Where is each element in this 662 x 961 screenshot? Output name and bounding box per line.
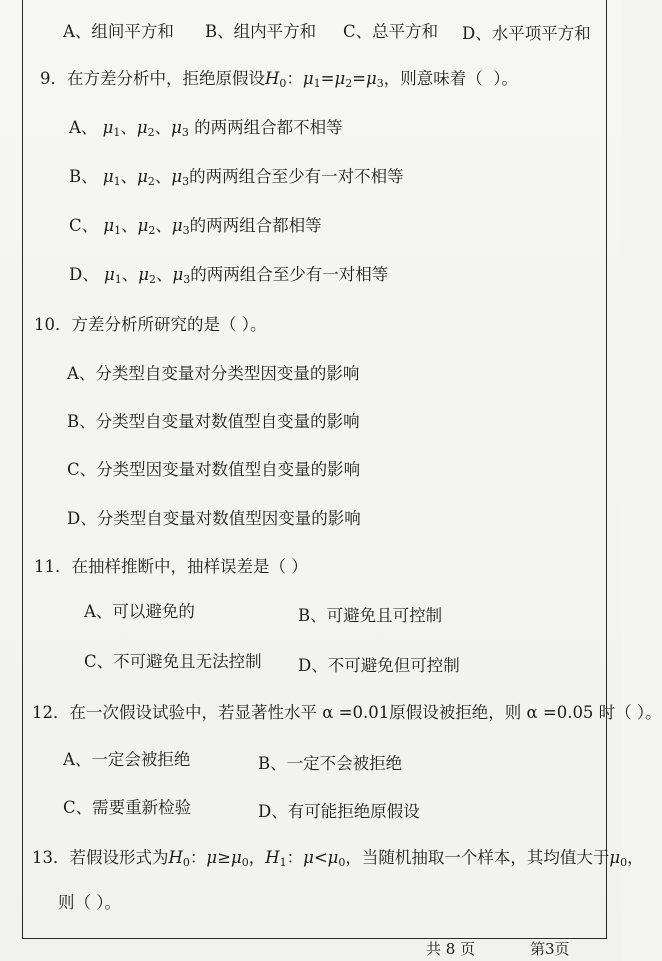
q13-stem-text: 13．若假设形式为 — [32, 848, 169, 867]
mu-symbol: μ — [303, 848, 314, 867]
separator: 、 — [120, 167, 138, 186]
mu-symbol: μ — [171, 118, 182, 137]
mu-symbol: μ — [172, 265, 184, 284]
mu-symbol: μ — [103, 265, 115, 284]
separator: 、 — [121, 265, 139, 284]
separator: 、 — [155, 216, 172, 235]
subscript: 0 — [182, 856, 190, 869]
q10-option-d: D、分类型自变量对数值型因变量的影响 — [67, 509, 361, 528]
mu-symbol: μ — [102, 118, 114, 137]
q11-stem: 11．在抽样推断中，抽样误差是（ ） — [34, 557, 308, 576]
mu-symbol: μ — [230, 848, 242, 867]
q13-stem-text: ，当随机抽取一个样本，其均值大于 — [345, 848, 610, 867]
option-text: 的两两组合都相等 — [189, 216, 322, 235]
q12-option-c: C、需要重新检验 — [63, 798, 192, 817]
mu-symbol: μ — [103, 216, 115, 235]
subscript: 3 — [182, 175, 190, 188]
subscript: 2 — [148, 273, 156, 286]
subscript: 3 — [181, 126, 189, 139]
subscript: 2 — [147, 175, 155, 188]
equals: = — [352, 69, 367, 88]
mu-symbol: μ — [138, 265, 149, 284]
q9-stem — [40, 69, 518, 94]
q12-stem-text: =0.05 时（ ）。 — [537, 703, 662, 722]
q12-stem-text: =0.01原假设被拒绝，则 — [333, 703, 527, 722]
subscript: 0 — [620, 856, 628, 869]
subscript: 2 — [147, 126, 155, 139]
option-label: B、 — [69, 167, 98, 186]
h-symbol: H — [265, 69, 280, 88]
q10-stem: 10．方差分析所研究的是（ ）。 — [34, 315, 267, 334]
lt-symbol: < — [313, 848, 328, 867]
q13-stem — [32, 848, 644, 873]
mu-symbol: μ — [171, 216, 183, 235]
subscript: 3 — [182, 224, 190, 237]
subscript: 1 — [113, 126, 121, 139]
colon: ： — [286, 848, 304, 867]
q9-stem-suffix: ，则意味着（ ）。 — [383, 69, 518, 88]
q8-option-b: B、组内平方和 — [205, 22, 317, 41]
page-number: 第3页 — [530, 940, 570, 958]
separator: 、 — [154, 118, 172, 137]
subscript: 1 — [279, 856, 287, 869]
q13-stem-line2: 则（ ）。 — [58, 893, 121, 912]
h-symbol: H — [265, 848, 280, 867]
separator: 、 — [155, 265, 173, 284]
q8-option-c: C、总平方和 — [343, 22, 439, 41]
subscript: 2 — [345, 77, 353, 90]
q8-option-d: D、水平项平方和 — [462, 24, 591, 43]
q10-option-b: B、分类型自变量对数值型自变量的影响 — [67, 412, 360, 431]
option-text: 的两两组合至少有一对不相等 — [189, 167, 404, 186]
subscript: 1 — [313, 77, 321, 90]
q9-stem-text: 9．在方差分析中，拒绝原假设 — [40, 69, 265, 88]
q11-option-a: A、可以避免的 — [84, 602, 195, 621]
alpha-symbol: α — [526, 703, 538, 722]
q12-stem-text: 12．在一次假设试验中，若显著性水平 — [32, 703, 323, 722]
mu-symbol: μ — [609, 848, 621, 867]
mu-symbol: μ — [302, 69, 314, 88]
subscript: 0 — [338, 856, 346, 869]
q12-stem — [32, 703, 662, 723]
q11-option-b: B、可避免且可控制 — [298, 606, 443, 625]
q12-option-b: B、一定不会被拒绝 — [258, 754, 403, 773]
total-pages: 共 8 页 — [426, 940, 476, 958]
subscript: 1 — [113, 175, 121, 188]
ge-symbol: ≥ — [217, 848, 231, 867]
subscript: 0 — [241, 856, 249, 869]
comma: ， — [248, 848, 266, 867]
mu-symbol: μ — [327, 848, 339, 867]
subscript: 1 — [114, 224, 122, 237]
separator: 、 — [154, 167, 172, 186]
q12-option-a: A、一定会被拒绝 — [63, 750, 191, 769]
q8-option-a: A、组间平方和 — [63, 22, 174, 41]
mu-symbol: μ — [206, 848, 218, 867]
subscript: 3 — [183, 273, 191, 286]
q9-option-c — [69, 216, 322, 241]
alpha-symbol: α — [322, 703, 334, 722]
q9-option-b — [69, 167, 404, 192]
subscript: 3 — [376, 77, 384, 90]
colon: ： — [189, 848, 207, 867]
separator: 、 — [121, 216, 138, 235]
q12-option-d: D、有可能拒绝原假设 — [258, 802, 420, 821]
subscript: 2 — [148, 224, 156, 237]
q11-option-c: C、不可避免且无法控制 — [84, 652, 262, 671]
q10-option-a: A、分类型自变量对分类型因变量的影响 — [67, 364, 360, 383]
q9-option-d — [69, 265, 388, 290]
q11-option-d: D、不可避免但可控制 — [298, 656, 460, 675]
h-symbol: H — [168, 848, 183, 867]
colon: ： — [286, 69, 303, 88]
subscript: 1 — [114, 273, 122, 286]
mu-symbol: μ — [137, 216, 149, 235]
mu-symbol: μ — [171, 167, 183, 186]
comma: ， — [627, 848, 644, 867]
mu-symbol: μ — [136, 118, 148, 137]
mu-symbol: μ — [334, 69, 346, 88]
separator: 、 — [120, 118, 137, 137]
option-text: 的两两组合至少有一对相等 — [190, 265, 389, 284]
mu-symbol: μ — [137, 167, 148, 186]
equals: = — [320, 69, 335, 88]
option-label: D、 — [69, 265, 99, 284]
option-text: 的两两组合都不相等 — [194, 118, 343, 137]
q9-option-a — [69, 118, 343, 143]
subscript: 0 — [279, 77, 287, 90]
q10-option-c: C、分类型因变量对数值型自变量的影响 — [67, 460, 361, 479]
option-label: A、 — [69, 118, 98, 137]
option-label: C、 — [69, 216, 99, 235]
mu-symbol: μ — [366, 69, 377, 88]
mu-symbol: μ — [102, 167, 114, 186]
